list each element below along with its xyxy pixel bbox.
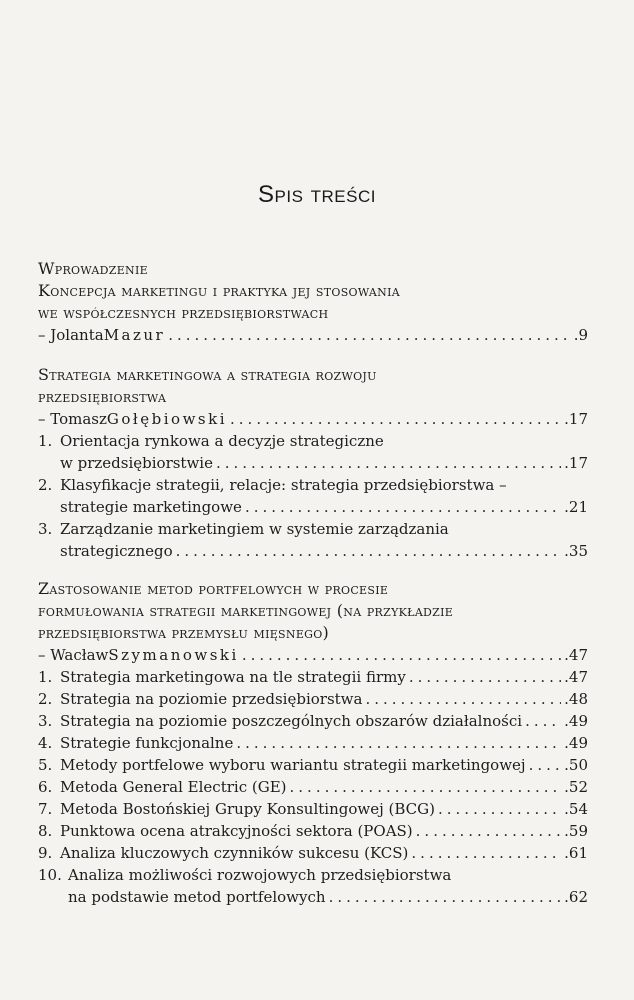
toc-item bbox=[38, 732, 588, 754]
page-number: .50 bbox=[564, 756, 588, 774]
dot-leader bbox=[290, 776, 562, 798]
author-surname: Gołębiowski bbox=[106, 410, 228, 428]
section-2-author-line bbox=[38, 408, 588, 430]
section-1-author-line bbox=[38, 324, 588, 346]
toc-item bbox=[38, 430, 588, 474]
section-3-heading-line-3: przedsiębiorstwa przemysłu mięsnego) bbox=[38, 623, 330, 642]
author-prefix: – Jolanta bbox=[38, 326, 104, 344]
page-number: .54 bbox=[564, 800, 588, 818]
toc-item bbox=[38, 710, 588, 732]
toc-item bbox=[38, 820, 588, 842]
dot-leader bbox=[176, 540, 562, 562]
item-title: Analiza kluczowych czynników sukcesu (KCS) bbox=[60, 844, 409, 862]
item-title: Strategia na poziomie poszczególnych obszarów działalności bbox=[60, 712, 523, 730]
item-number: 10. bbox=[38, 866, 62, 884]
toc-item bbox=[38, 842, 588, 864]
dot-leader bbox=[329, 886, 562, 908]
section-3-heading-line-2: formułowania strategii marketingowej (na przykładzie bbox=[38, 601, 454, 620]
toc-item bbox=[38, 474, 588, 518]
page-number: .17 bbox=[564, 454, 588, 472]
section-1-heading-line-1: Wprowadzenie bbox=[38, 259, 148, 278]
toc-item bbox=[38, 776, 588, 798]
item-title: Orientacja rynkowa a decyzje strategiczne bbox=[60, 432, 384, 450]
item-title: Strategie funkcjonalne bbox=[60, 734, 234, 752]
toc-section-1 bbox=[38, 258, 588, 346]
item-number: 2. bbox=[38, 476, 53, 494]
author-prefix: – Wacław bbox=[38, 646, 109, 664]
item-number: 3. bbox=[38, 520, 53, 538]
toc-section-3 bbox=[38, 578, 588, 908]
item-title: Strategia marketingowa na tle strategii firmy bbox=[60, 668, 406, 686]
page-number: .9 bbox=[573, 326, 588, 344]
page-number: .47 bbox=[564, 668, 588, 686]
item-number: 7. bbox=[38, 800, 53, 818]
item-title: Metoda Bostońskiej Grupy Konsultingowej (BCG) bbox=[60, 800, 435, 818]
item-number: 5. bbox=[38, 756, 53, 774]
item-title: Strategia na poziomie przedsiębiorstwa bbox=[60, 690, 363, 708]
dot-leader bbox=[529, 754, 562, 776]
toc-section-2 bbox=[38, 364, 588, 562]
item-number: 3. bbox=[38, 712, 53, 730]
page-title: Spis treści bbox=[258, 181, 376, 208]
section-2-heading-line-2: przedsiębiorstwa bbox=[38, 387, 167, 406]
item-number: 8. bbox=[38, 822, 53, 840]
item-title: Analiza możliwości rozwojowych przedsiębiorstwa bbox=[68, 866, 452, 884]
section-3-author-line bbox=[38, 644, 588, 666]
item-title: Zarządzanie marketingiem w systemie zarządzania bbox=[60, 520, 449, 538]
toc-item bbox=[38, 798, 588, 820]
section-1-heading-line-3: we współczesnych przedsiębiorstwach bbox=[38, 303, 329, 322]
item-title-cont: strategicznego bbox=[60, 542, 173, 560]
author-surname: Mazur bbox=[103, 326, 166, 344]
dot-leader bbox=[242, 644, 561, 666]
item-title-cont: na podstawie metod portfelowych bbox=[68, 888, 326, 906]
item-number: 2. bbox=[38, 690, 53, 708]
page-number: .35 bbox=[564, 542, 588, 560]
dot-leader bbox=[525, 710, 561, 732]
toc-item bbox=[38, 754, 588, 776]
item-number: 9. bbox=[38, 844, 53, 862]
item-title-cont: w przedsiębiorstwie bbox=[60, 454, 213, 472]
dot-leader bbox=[230, 408, 561, 430]
dot-leader bbox=[409, 666, 561, 688]
dot-leader bbox=[245, 496, 561, 518]
dot-leader bbox=[411, 842, 561, 864]
item-number: 1. bbox=[38, 668, 53, 686]
item-number: 4. bbox=[38, 734, 53, 752]
author-surname: Szymanowski bbox=[108, 646, 239, 664]
item-title: Punktowa ocena atrakcyjności sektora (POAS) bbox=[60, 822, 413, 840]
page-number: .52 bbox=[564, 778, 588, 796]
toc-item bbox=[38, 688, 588, 710]
page-number: .59 bbox=[564, 822, 588, 840]
item-number: 1. bbox=[38, 432, 53, 450]
dot-leader bbox=[216, 452, 561, 474]
section-1-heading-line-2: Koncepcja marketingu i praktyka jej stosowania bbox=[38, 281, 400, 300]
item-title-cont: strategie marketingowe bbox=[60, 498, 242, 516]
item-title: Metoda General Electric (GE) bbox=[60, 778, 287, 796]
item-number: 6. bbox=[38, 778, 53, 796]
page-number: .62 bbox=[564, 888, 588, 906]
page-number: .61 bbox=[564, 844, 588, 862]
toc-item bbox=[38, 666, 588, 688]
dot-leader bbox=[168, 324, 570, 346]
dot-leader bbox=[365, 688, 561, 710]
toc-item bbox=[38, 518, 588, 562]
section-3-heading-line-1: Zastosowanie metod portfelowych w procesie bbox=[38, 579, 389, 598]
toc-item bbox=[38, 864, 588, 908]
page-number: .47 bbox=[564, 646, 588, 664]
item-title: Klasyfikacje strategii, relacje: strategia przedsiębiorstwa – bbox=[60, 476, 507, 494]
section-2-heading-line-1: Strategia marketingowa a strategia rozwoju bbox=[38, 365, 377, 384]
author-prefix: – Tomasz bbox=[38, 410, 107, 428]
dot-leader bbox=[416, 820, 561, 842]
page-number: .17 bbox=[564, 410, 588, 428]
page-number: .21 bbox=[564, 498, 588, 516]
dot-leader bbox=[438, 798, 561, 820]
page-number: .49 bbox=[564, 712, 588, 730]
item-title: Metody portfelowe wyboru wariantu strategii marketingowej bbox=[60, 756, 526, 774]
page-number: .49 bbox=[564, 734, 588, 752]
dot-leader bbox=[236, 732, 561, 754]
page-number: .48 bbox=[564, 690, 588, 708]
